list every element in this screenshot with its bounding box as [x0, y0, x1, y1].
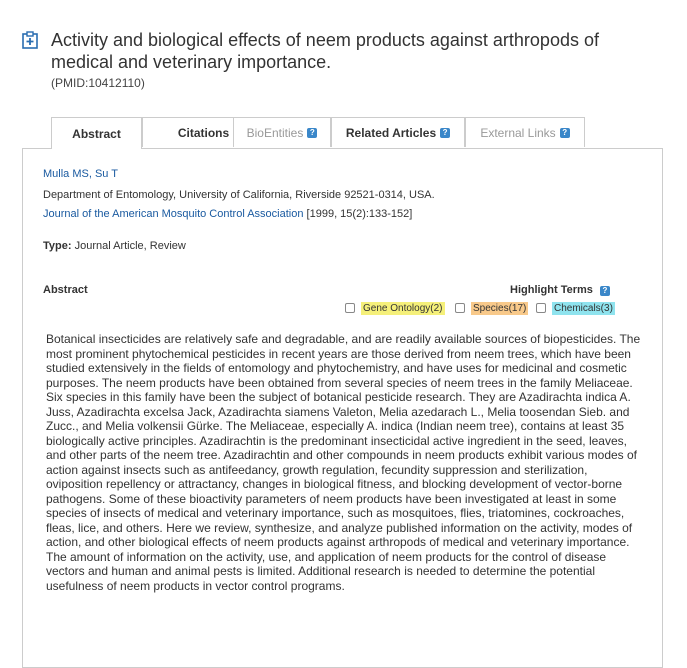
journal-line [43, 208, 412, 220]
highlight-terms-text: Highlight Terms [510, 284, 593, 296]
help-icon[interactable]: ? [307, 128, 317, 138]
tab-abstract-label: Abstract [72, 126, 121, 141]
type-value: Journal Article, Review [71, 240, 186, 252]
journal-link[interactable]: Journal of the American Mosquito Control Association [43, 208, 304, 220]
help-icon[interactable]: ? [560, 128, 570, 138]
help-icon[interactable]: ? [600, 286, 610, 296]
gene-ontology-checkbox[interactable] [345, 303, 355, 313]
tab-external-links[interactable] [465, 117, 585, 147]
help-icon[interactable]: ? [440, 128, 450, 138]
type-label: Type: [43, 240, 72, 252]
tab-bioentities-label: BioEntities [246, 125, 304, 140]
tab-related-articles-label: Related Articles [345, 125, 437, 140]
document-icon [22, 31, 38, 49]
pmid: (PMID:10412110) [51, 76, 145, 90]
affiliation: Department of Entomology, University of California, Riverside 92521-0314, USA. [43, 189, 435, 201]
tab-related-articles[interactable] [331, 117, 465, 147]
highlight-species [455, 300, 528, 316]
journal-citation: [1999, 15(2):133-152] [303, 208, 413, 220]
chemicals-chip: Chemicals(3) [554, 302, 613, 314]
species-checkbox[interactable] [455, 303, 465, 313]
chemicals-checkbox[interactable] [536, 303, 546, 313]
tab-abstract[interactable] [51, 117, 142, 149]
tab-citations-label: Citations [177, 125, 230, 140]
page-title: Activity and biological effects of neem products against arthropods of medical and veterinary importance. [51, 30, 599, 72]
species-chip: Species(17) [473, 302, 527, 314]
highlight-terms-label [510, 284, 610, 296]
gene-ontology-chip: Gene Ontology(2) [363, 302, 443, 314]
authors-link[interactable]: Mulla MS, Su T [43, 168, 118, 180]
highlight-gene-ontology [345, 300, 445, 316]
article-type [43, 240, 186, 252]
tab-external-links-label: External Links [480, 125, 556, 140]
abstract-text: Botanical insecticides are relatively safe and degradable, and are readily available sources of biopesticides. The most prominent phytochemical pesticides in recent years are those derived from neem trees, which have been studied extensively in the fields of entomology and phytochemistry, and have uses for medicinal and cosmetic purposes. The neem products have been obtained from several species of neem trees in the family Meliaceae. Six species in this family have been the subject of botanical pesticide research. They are Azadirachta indica A. Juss, Azadirachta excelsa Jack, Azadirachta siamens Valeton, Melia azedarach L., Melia toosendan Sieb. and Zucc., and Melia volkensii Gürke. The Meliaceae, especially A. indica (Indian neem tree), contains at least 35 biologically active principles. Azadirachtin is the predominant insecticidal active ingredient in the seed, leaves, and other parts of the neem tree. Azadirachtin and other compounds in neem products exhibit various modes of action against insects such as antifeedancy, growth regulation, fecundity suppression and sterilization, oviposition repellency or attractancy, changes in biological fitness, and blocking development of vector-borne pathogens. Some of these bioactivity parameters of neem products have been investigated at least in some species of insects of medical and veterinary importance, such as mosquitoes, flies, triatomines, cockroaches, fleas, lice, and others. Here we review, synthesize, and analyze published information on the activity, modes of action, and other biological effects of neem products against arthropods of medical and veterinary importance. The amount of information on the activity, use, and application of neem products for the control of disease vectors and human and animal pests is limited. Additional research is needed to determine the potential usefulness of neem products in vector control programs. [46, 332, 641, 593]
highlight-chemicals [536, 300, 615, 316]
abstract-heading: Abstract [43, 284, 88, 296]
tab-bioentities[interactable] [233, 117, 331, 147]
